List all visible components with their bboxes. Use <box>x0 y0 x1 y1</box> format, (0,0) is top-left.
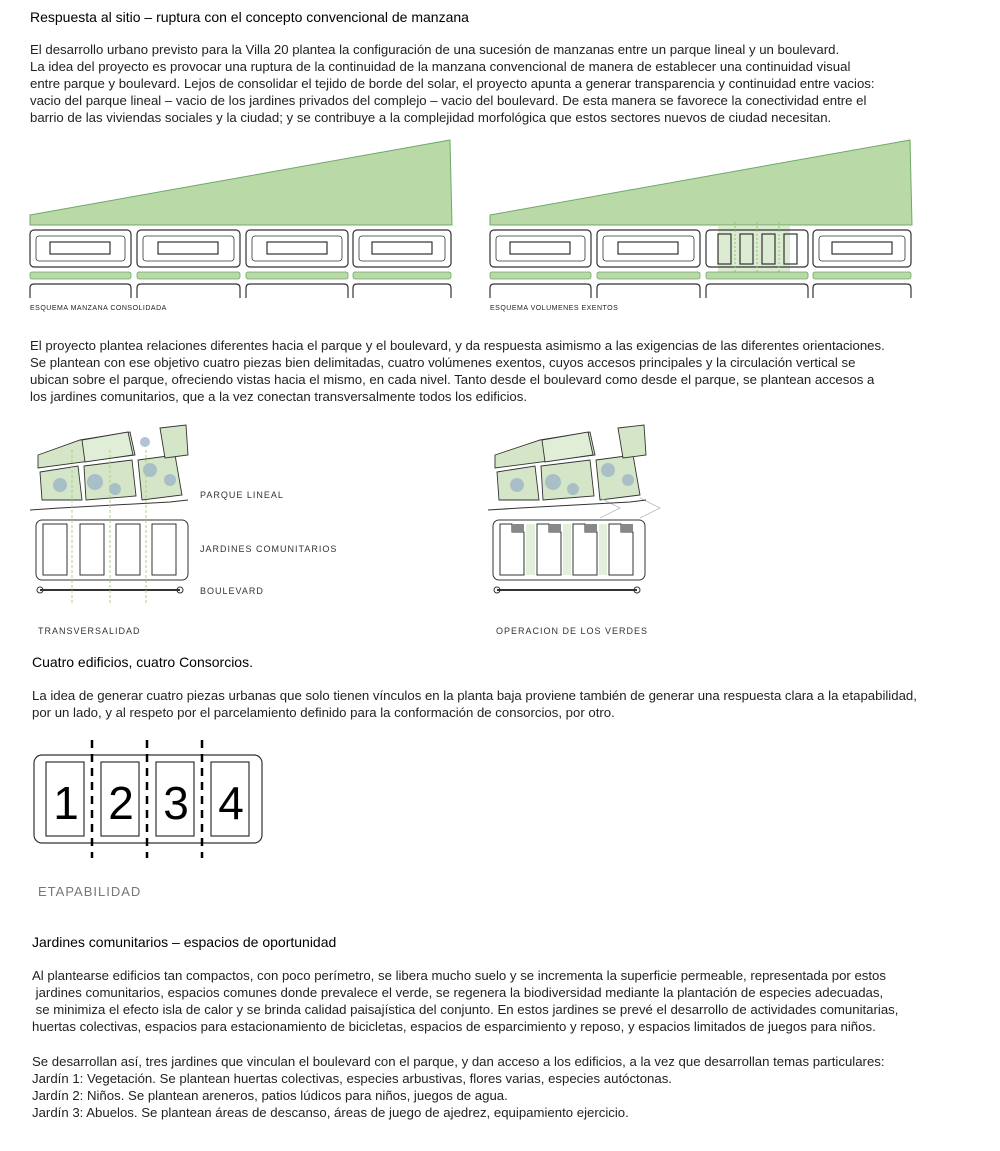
section4-heading: Jardines comunitarios – espacios de oportunidad <box>32 934 337 950</box>
label-boulevard: BOULEVARD <box>200 586 264 596</box>
text-line: Al plantearse edificios tan compactos, con poco perímetro, se libera mucho suelo y se incrementa la superficie permeable, representada por estos <box>32 968 886 983</box>
text-line: Se plantean con ese objetivo cuatro piezas bien delimitadas, cuatro volúmenes exentos, cuyos accesos principales y la circulación vertical se <box>30 355 856 370</box>
section3-heading: Cuatro edificios, cuatro Consorcios. <box>32 654 253 670</box>
caption-etapabilidad: ETAPABILIDAD <box>38 884 142 899</box>
diagram-right-caption: ESQUEMA VOLUMENES EXENTOS <box>490 305 619 312</box>
text-line: Se desarrollan así, tres jardines que vinculan el boulevard con el parque, y dan acceso a los edificios, a la vez que desarrollan temas particulares: <box>32 1054 885 1069</box>
diagram-left-caption: ESQUEMA MANZANA CONSOLIDADA <box>30 305 167 312</box>
text-line: Jardín 2: Niños. Se plantean areneros, patios lúdicos para niños, juegos de agua. <box>32 1088 508 1103</box>
label-parque-lineal: PARQUE LINEAL <box>200 490 284 500</box>
caption-transversalidad: TRANSVERSALIDAD <box>38 626 141 636</box>
caption-operacion-verdes: OPERACION DE LOS VERDES <box>496 626 649 636</box>
text-line: Jardín 3: Abuelos. Se plantean áreas de descanso, áreas de juego de ajedrez, equipamiento ejercicio. <box>32 1105 629 1120</box>
section1-heading: Respuesta al sitio – ruptura con el concepto convencional de manzana <box>30 9 469 25</box>
text-line: La idea del proyecto es provocar una ruptura de la continuidad de la manzana convencional de manera de establecer una continuidad visual <box>30 59 851 74</box>
number-4: 4 <box>218 777 244 829</box>
text-line: huertas colectivas, espacios para estacionamiento de bicicletas, espacios de esparcimiento y reposo, y espacios limitados de juegos para niños. <box>32 1019 876 1034</box>
text-line: vacio del parque lineal – vacio de los jardines privados del complejo – vacio del boulevard. De esta manera se favorece la conectividad entre el <box>30 93 867 108</box>
text-line: por un lado, y al respeto por el parcelamiento definido para la conformación de consorcios, por otro. <box>32 705 615 720</box>
text-line: El proyecto plantea relaciones diferentes hacia el parque y el boulevard, y da respuesta asimismo a las exigencias de las diferentes orientaciones. <box>30 338 885 353</box>
text-line: ubican sobre el parque, ofreciendo vistas hacia el mismo, en cada nivel. Tanto desde el boulevard como desde el parque, se plantean accesos a <box>30 372 875 387</box>
section4-paragraph-2 <box>32 1053 885 1121</box>
number-2: 2 <box>108 777 134 829</box>
text-line: barrio de las viviendas sociales y la ciudad; y se contribuye a la complejidad morfológica que estos sectores nuevos de ciudad necesitan. <box>30 110 832 125</box>
section4-paragraph-1 <box>32 967 898 1035</box>
text-line: se minimiza el efecto isla de calor y se brinda calidad paisajística del conjunto. En estos jardines se prevé el desarrollo de actividades comunitarias, <box>32 1002 899 1017</box>
number-3: 3 <box>163 777 189 829</box>
text-line: La idea de generar cuatro piezas urbanas que solo tienen vínculos en la planta baja proviene también de generar una respuesta clara a la etapabilidad, <box>32 688 917 703</box>
number-1: 1 <box>53 777 79 829</box>
label-jardines-comunitarios: JARDINES COMUNITARIOS <box>200 544 338 554</box>
text-line: jardines comunitarios, espacios comunes donde prevalece el verde, se regenera la biodiversidad mediante la plantación de especies adecuadas, <box>32 985 884 1000</box>
text-line: El desarrollo urbano previsto para la Villa 20 plantea la configuración de una sucesión de manzanas entre un parque lineal y un boulevard. <box>30 42 840 57</box>
text-line: Jardín 1: Vegetación. Se plantean huertas colectivas, especies arbustivas, flores varias, especies autóctonas. <box>32 1071 672 1086</box>
text-line: entre parque y boulevard. Lejos de consolidar el tejido de borde del solar, el proyecto apunta a generar transparencia y continuidad entre vacios: <box>30 76 875 91</box>
text-line: los jardines comunitarios, que a la vez conectan transversalmente todos los edificios. <box>30 389 527 404</box>
